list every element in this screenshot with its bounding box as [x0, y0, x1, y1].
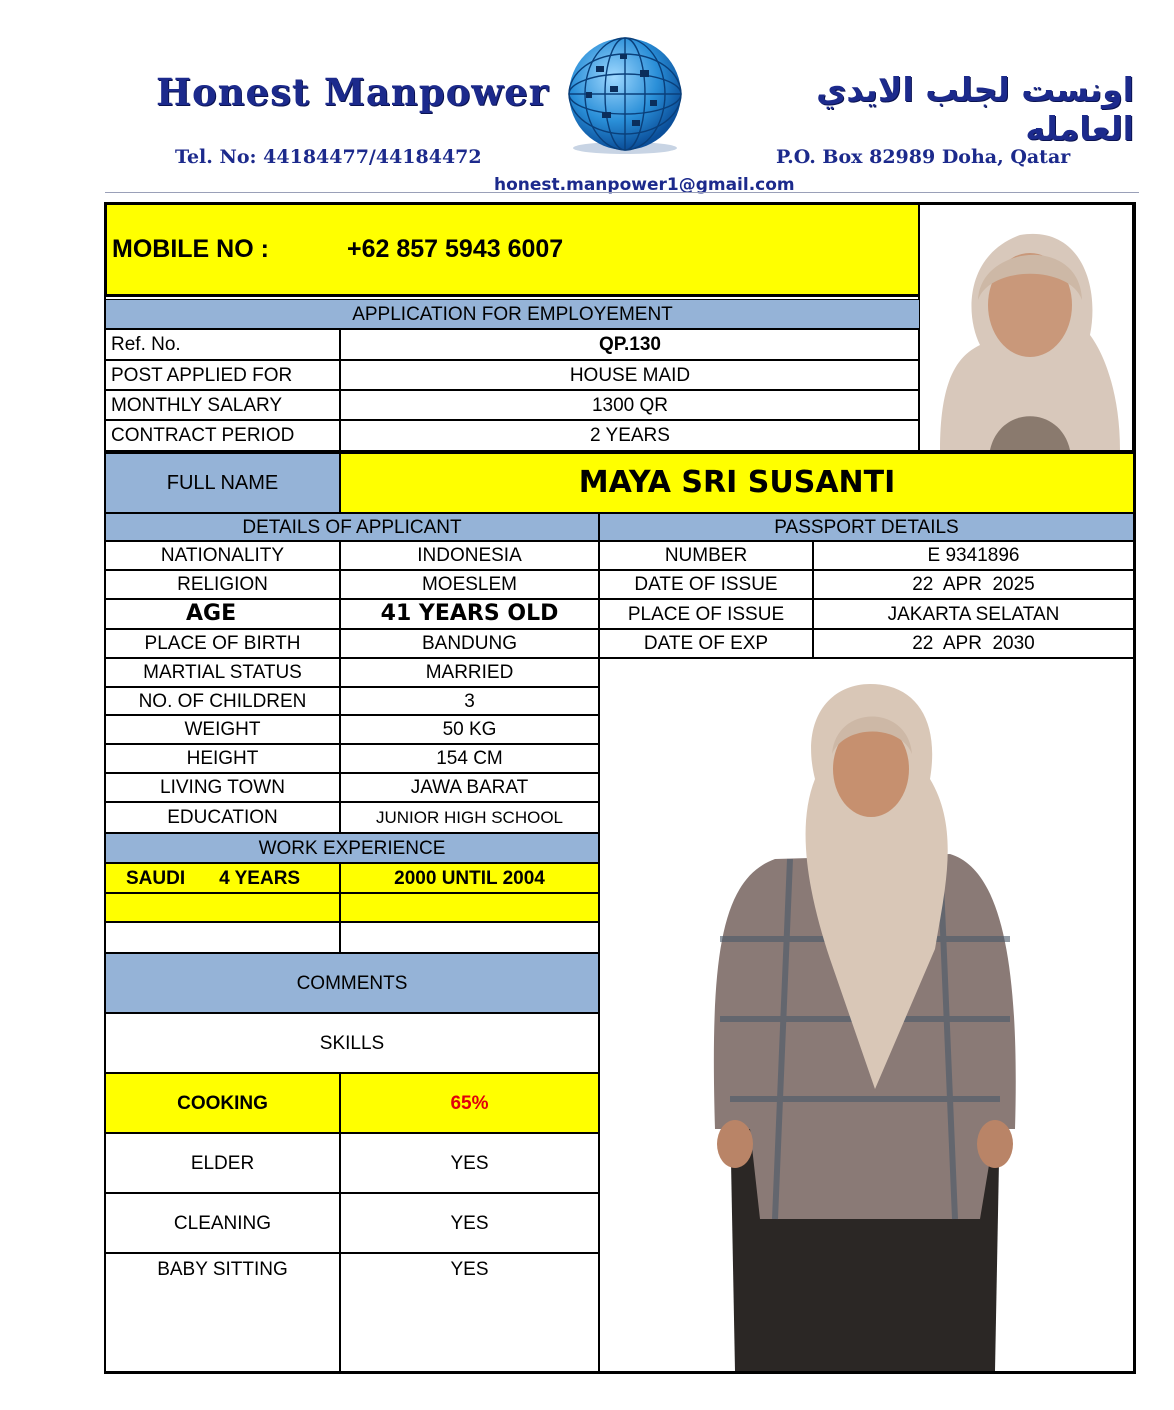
date-of-exp-label: DATE OF EXP — [599, 629, 813, 658]
contract-period-value: 2 YEARS — [340, 420, 920, 451]
brand-name: Honest Manpower — [156, 70, 550, 114]
marital-status-label: MARTIAL STATUS — [105, 658, 340, 687]
work-row-3-period — [340, 922, 599, 953]
children-value: 3 — [340, 687, 599, 715]
work-country: SAUDI — [126, 867, 186, 889]
date-of-issue-value: 22 APR 2025 — [813, 570, 1134, 599]
religion-value: MOESLEM — [340, 570, 599, 599]
skill-elder-label: ELDER — [105, 1133, 340, 1193]
religion-label: RELIGION — [105, 570, 340, 599]
weight-label: WEIGHT — [105, 715, 340, 744]
mobile-row — [105, 203, 920, 297]
work-duration: 4 YEARS — [219, 867, 301, 889]
details-title: DETAILS OF APPLICANT — [105, 513, 599, 541]
comments-title: COMMENTS — [105, 953, 599, 1013]
education-value: JUNIOR HIGH SCHOOL — [340, 802, 599, 833]
weight-value: 50 KG — [340, 715, 599, 744]
marital-status-value: MARRIED — [340, 658, 599, 687]
living-town-label: LIVING TOWN — [105, 773, 340, 802]
portrait-photo — [918, 203, 1134, 452]
full-name-label: FULL NAME — [105, 451, 340, 513]
contract-period-label: CONTRACT PERIOD — [105, 420, 340, 451]
post-applied-label: POST APPLIED FOR — [105, 360, 340, 390]
skills-title: SKILLS — [105, 1013, 599, 1073]
living-town-value: JAWA BARAT — [340, 773, 599, 802]
globe-puzzle-logo — [562, 36, 688, 156]
skill-cleaning-label: CLEANING — [105, 1193, 340, 1253]
nationality-value: INDONESIA — [340, 541, 599, 570]
education-label: EDUCATION — [105, 802, 340, 833]
age-label: AGE — [105, 599, 340, 629]
work-experience-title: WORK EXPERIENCE — [105, 833, 599, 863]
children-label: NO. OF CHILDREN — [105, 687, 340, 715]
age-value: 41 YEARS OLD — [340, 599, 599, 629]
work-row-2-period — [340, 893, 599, 922]
skill-cleaning-value: YES — [340, 1193, 599, 1253]
mobile-label: MOBILE NO : — [112, 235, 269, 263]
passport-number-label: NUMBER — [599, 541, 813, 570]
height-value: 154 CM — [340, 744, 599, 773]
ref-no-value: QP.130 — [340, 329, 920, 360]
email-text: honest.manpower1@gmail.com — [494, 175, 795, 195]
passport-title: PASSPORT DETAILS — [599, 513, 1134, 541]
skill-elder-value: YES — [340, 1133, 599, 1193]
skill-baby-sitting-label: BABY SITTING — [105, 1253, 340, 1372]
skill-cooking-value: 65% — [340, 1073, 599, 1133]
skill-cooking-label: COOKING — [105, 1073, 340, 1133]
place-of-birth-value: BANDUNG — [340, 629, 599, 658]
application-title: APPLICATION FOR EMPLOYEMENT — [105, 299, 920, 329]
monthly-salary-value: 1300 QR — [340, 390, 920, 420]
skill-baby-sitting-value: YES — [340, 1253, 599, 1372]
work-row-country — [105, 863, 340, 893]
mobile-value: +62 857 5943 6007 — [347, 235, 564, 263]
date-of-issue-label: DATE OF ISSUE — [599, 570, 813, 599]
telephone-text: Tel. No: 44184477/44184472 — [175, 146, 482, 168]
passport-number-value: E 9341896 — [813, 541, 1134, 570]
ref-no-label: Ref. No. — [105, 329, 340, 360]
height-label: HEIGHT — [105, 744, 340, 773]
date-of-exp-value: 22 APR 2030 — [813, 629, 1134, 658]
nationality-label: NATIONALITY — [105, 541, 340, 570]
po-box-text: P.O. Box 82989 Doha, Qatar — [776, 146, 1071, 168]
work-row-3-country — [105, 922, 340, 953]
place-of-issue-label: PLACE OF ISSUE — [599, 599, 813, 629]
full-name-value: MAYA SRI SUSANTI — [340, 451, 1134, 513]
work-period: 2000 UNTIL 2004 — [340, 863, 599, 893]
full-body-photo — [599, 658, 1134, 1372]
work-row-2-country — [105, 893, 340, 922]
post-applied-value: HOUSE MAID — [340, 360, 920, 390]
monthly-salary-label: MONTHLY SALARY — [105, 390, 340, 420]
place-of-birth-label: PLACE OF BIRTH — [105, 629, 340, 658]
brand-arabic-name: اونست لجلب الايدي العامله — [816, 70, 1134, 148]
header-divider — [105, 192, 1139, 193]
place-of-issue-value: JAKARTA SELATAN — [813, 599, 1134, 629]
